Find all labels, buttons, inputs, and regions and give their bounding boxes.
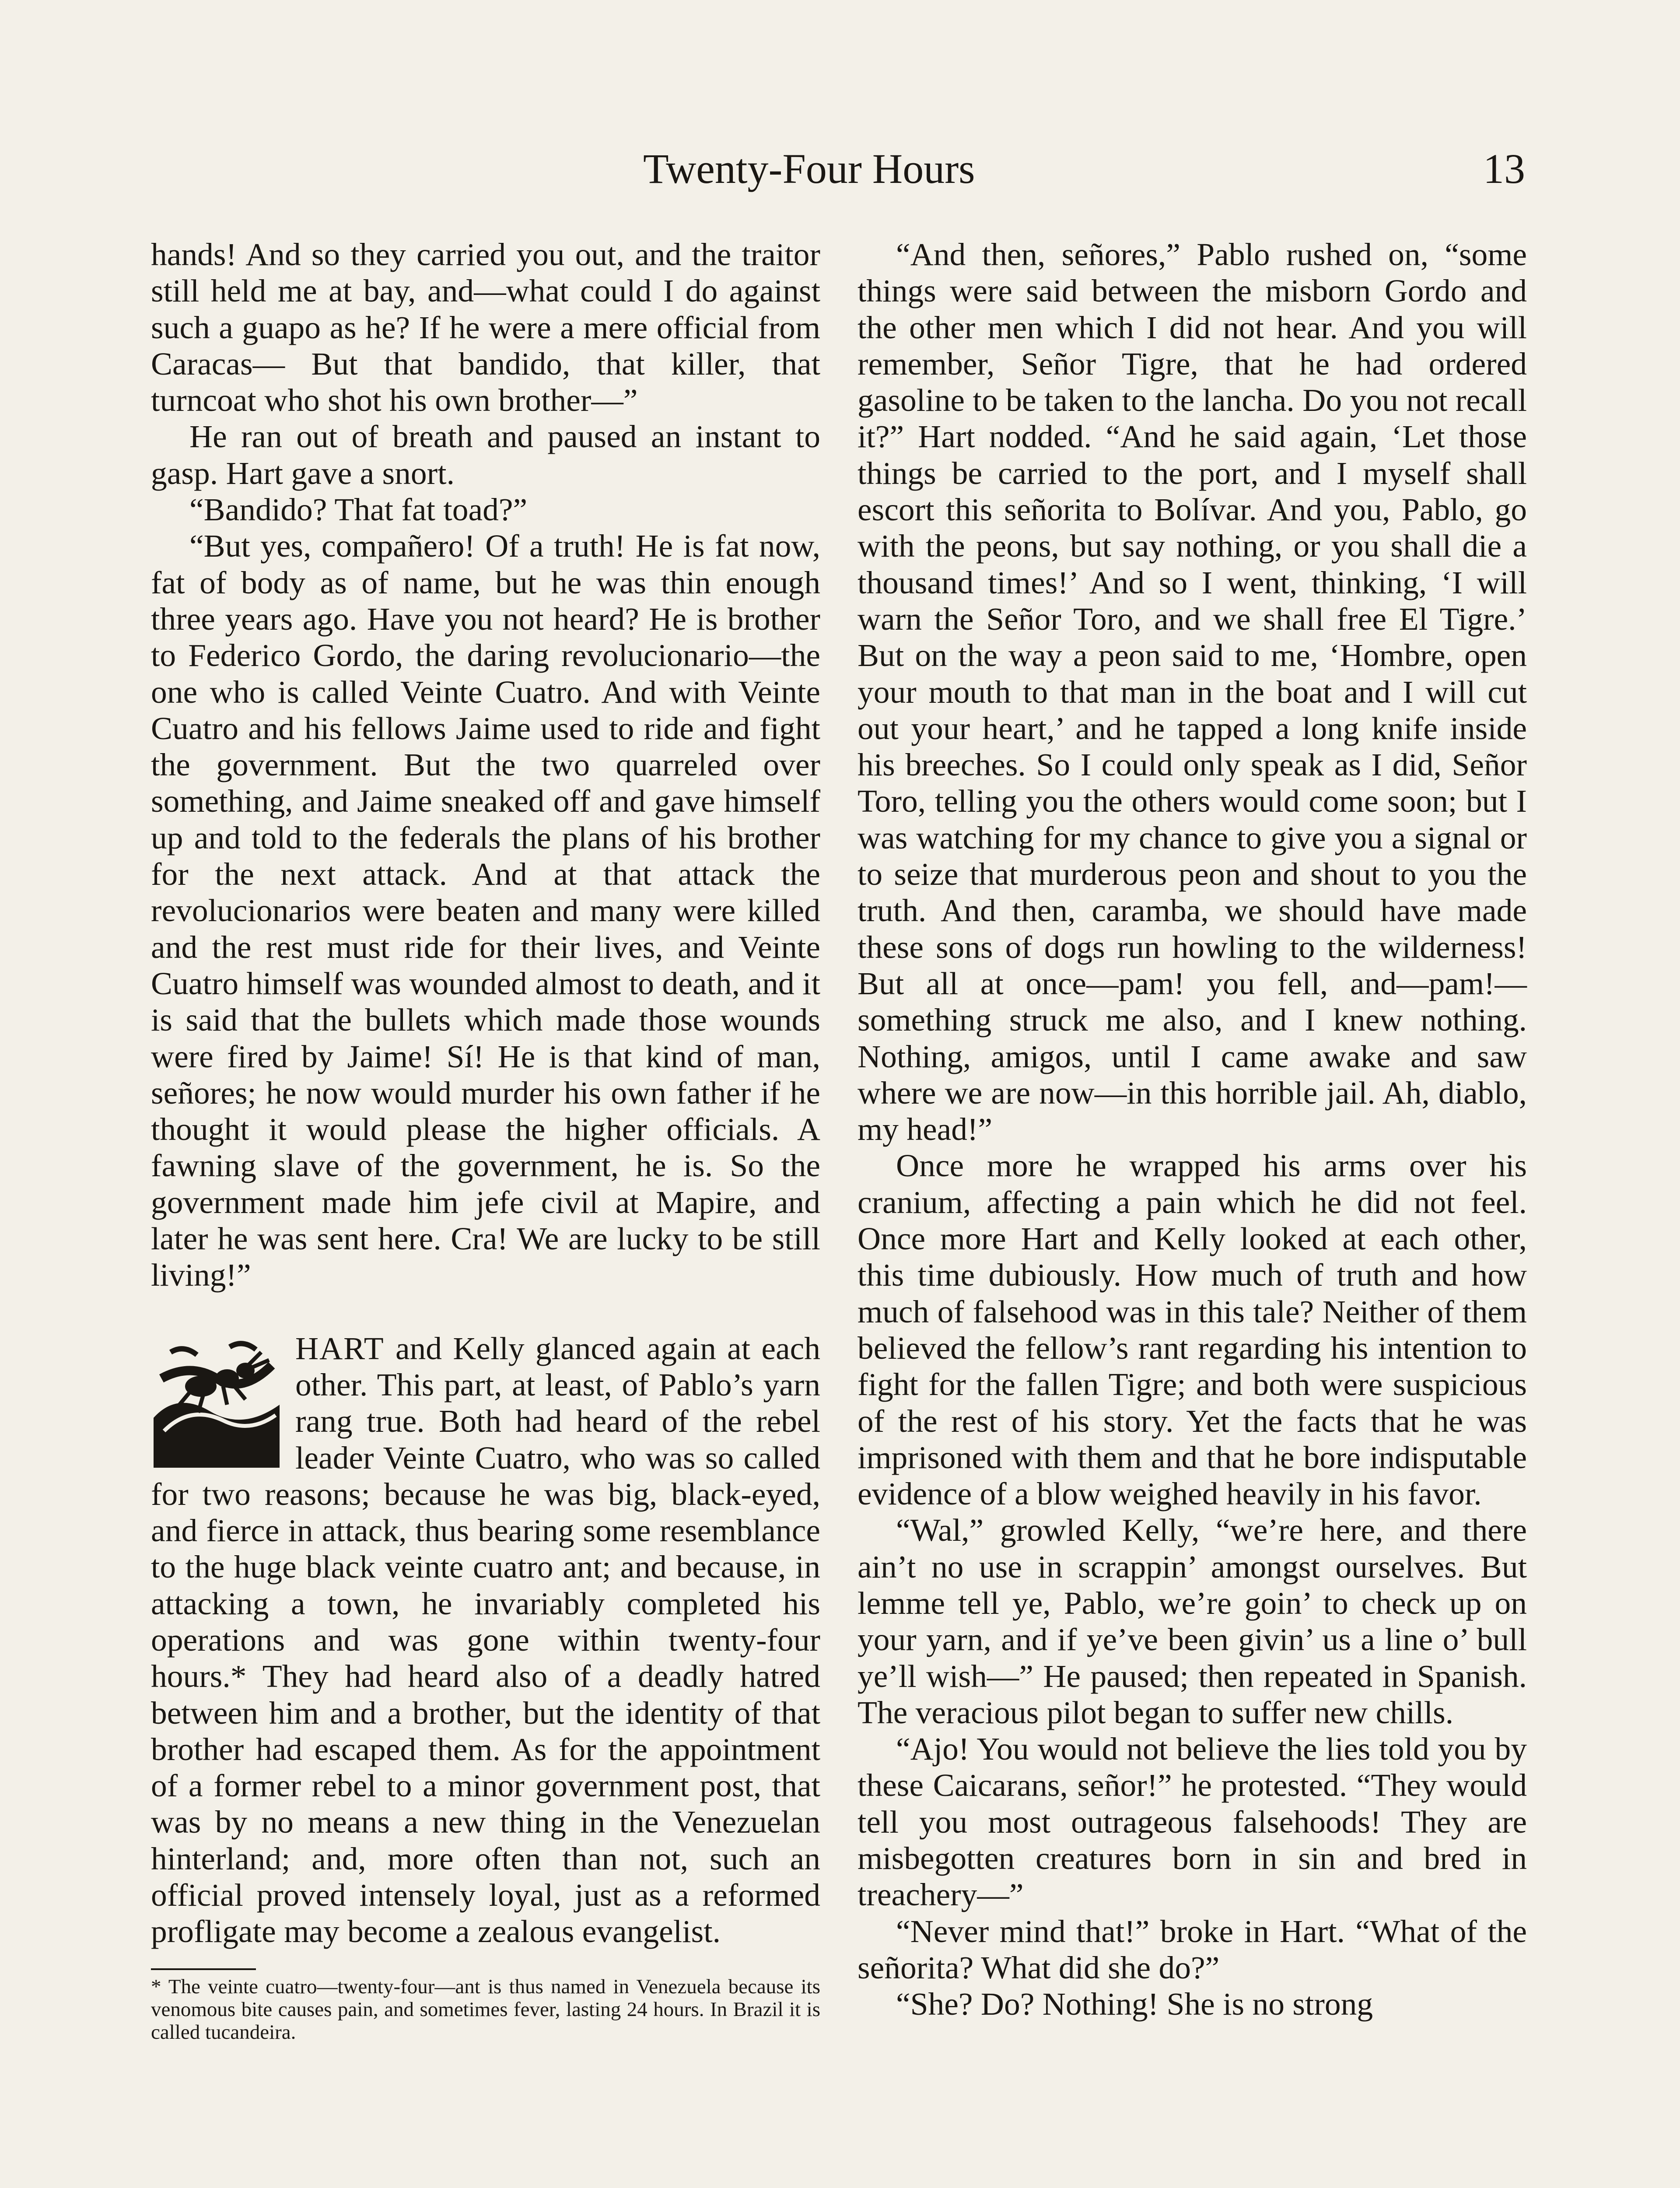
footnote: * The veinte cuatro—twenty-four—ant is thus named in Venezuela because its venomous bite causes pain, and sometimes fever, lasting 24 hours. In Brazil it is called tucandeira. (151, 1975, 820, 2044)
paragraph: “Ajo! You would not believe the lies told you by these Caicarans, señor!” he protested. “They would tell you most outrageous falsehoods! They are misbegotten creatures born in sin and bred in treachery—” (858, 1731, 1527, 1913)
dropcap-paragraph-text: and Kelly glanced again at each other. This part, at least, of Pablo’s yarn rang true. Both had heard of the rebel leader Veinte Cuatro, who was so called for two reasons; because he was big, black-eyed, and fierce in attack, thus bearing some resemblance to the huge black veinte cuatro ant; and because, in attacking a town, he invariably completed his operations and was gone within twenty-four hours.* They had heard also of a deadly hatred between him and a brother, but the identity of that brother had escaped them. As for the appointment of a former rebel to a minor government post, that was by no means a new thing in the Venezuelan hinterland; and, more often than not, such an official proved intensely loyal, just as a reformed profligate may become a zealous evangelist. (151, 1330, 820, 1950)
running-title: Twenty-Four Hours (643, 145, 975, 192)
paragraph: “Wal,” growled Kelly, “we’re here, and there ain’t no use in scrappin’ amongst ourselves. But lemme tell ye, Pablo, we’re goin’ to check up on your yarn, and if ye’ve been givin’ us a line o’ bull ye’ll wish—” He paused; then repeated in Spanish. The veracious pilot began to suffer new chills. (858, 1512, 1527, 1730)
left-column (151, 236, 820, 2044)
paragraph: “And then, señores,” Pablo rushed on, “some things were said between the misborn Gordo and the other men which I did not hear. And you will remember, Señor Tigre, that he had ordered gasoline to be taken to the lancha. Do you not recall it?” Hart nodded. “And he said again, ‘Let those things be carried to the port, and I myself shall escort this señorita to Bolívar. And you, Pablo, go with the peons, but say nothing, or you shall die a thousand times!’ And so I went, thinking, ‘I will warn the Señor Toro, and we shall free El Tigre.’ But on the way a peon said to me, ‘Hombre, open your mouth to that man in the boat and I will cut out your heart,’ and he tapped a long knife inside his breeches. So I could only speak as I did, Señor Toro, telling you the others would come soon; but I was watching for my chance to give you a signal or to seize that murderous peon and shout to you the truth. And then, caramba, we should have made these sons of dogs run howling to the wilderness! But all at once—pam! you fell, and—pam!—something struck me also, and I knew nothing. Nothing, amigos, until I came awake and saw where we are now—in this horrible jail. Ah, diablo, my head!” (858, 237, 1527, 1147)
paragraph: “Never mind that!” broke in Hart. “What of the señorita? What did she do?” (858, 1913, 1527, 1985)
right-column (858, 236, 1527, 2023)
paragraph: Once more he wrapped his arms over his cranium, affecting a pain which he did not feel. Once more Hart and Kelly looked at each other, this time dubiously. How much of truth and how much of falsehood was in this tale? Neither of them believed the fellow’s rant regarding his intention to fight for the fallen Tigre; and both were suspicious of the rest of his story. Yet the facts that he was imprisoned with them and that he bore indisputable evidence of a blow weighed heavily in his favor. (858, 1148, 1527, 1512)
dropcap-paragraph (151, 1330, 820, 1950)
paragraph: “Bandido? That fat toad?” (189, 492, 528, 528)
ant-on-branch-woodcut-icon (151, 1339, 282, 1470)
paragraph: “But yes, compañero! Of a truth! He is fat now, fat of body as of name, but he was thin enough three years ago. Have you not heard? He is brother to Federico Gordo, the daring revolucionario—the one who is called Veinte Cuatro. And with Veinte Cuatro and his fellows Jaime used to ride and fight the government. But the two quarreled over something, and Jaime sneaked off and gave himself up and told to the federals the plans of his brother for the next attack. And at that attack the revolucionarios were beaten and many were killed and the rest must ride for their lives, and Veinte Cuatro himself was wounded almost to death, and it is said that the bullets which made those wounds were fired by Jaime! Sí! He is that kind of man, señores; he now would murder his own father if he thought it would please the higher officials. A fawning slave of the government, he is. So the government made him jefe civil at Mapire, and later he was sent here. Cra! We are lucky to be still living!” (151, 528, 820, 1293)
page-number: 13 (1483, 145, 1525, 192)
dropcap-first-word: HART (295, 1330, 385, 1366)
paragraph: hands! And so they carried you out, and the traitor still held me at bay, and—what could I do against such a guapo as he? If he were a mere official from Caracas— But that bandido, that killer, that turncoat who shot his own brother—” (151, 237, 820, 418)
page-header (0, 144, 1680, 206)
footnote-rule (151, 1968, 256, 1970)
paragraph: “She? Do? Nothing! She is no strong (896, 1986, 1373, 2022)
paragraph: He ran out of breath and paused an instant to gasp. Hart gave a snort. (151, 419, 820, 491)
